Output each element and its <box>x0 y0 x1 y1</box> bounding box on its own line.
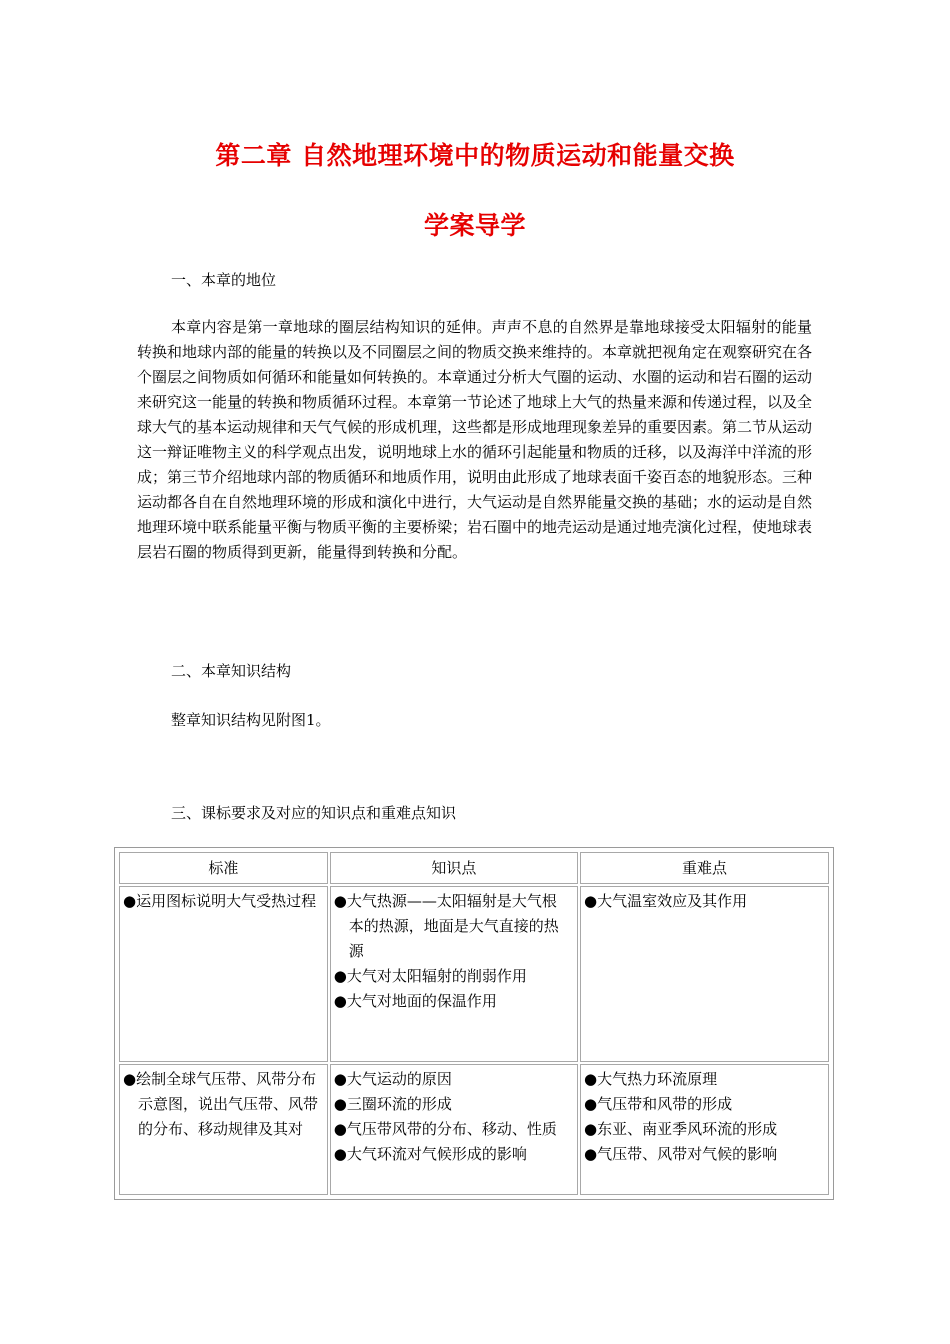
cell-knowledge <box>330 886 578 1062</box>
cell-line: ●大气运动的原因 <box>333 1070 452 1088</box>
cell-knowledge <box>330 1064 578 1195</box>
cell-line: ●东亚、南亚季风环流的形成 <box>584 1120 778 1138</box>
standards-table <box>114 847 834 1200</box>
section-2-text: 整章知识结构见附图1。 <box>171 711 331 729</box>
table-row <box>119 1064 829 1195</box>
cell-line: ●绘制全球气压带、风带分布 <box>123 1070 317 1088</box>
cell-standard <box>119 886 328 1062</box>
section-1-paragraph: 本章内容是第一章地球的圈层结构知识的延伸。声声不息的自然界是靠地球接受太阳辐射的能量转换和地球内部的能量的转换以及不同圈层之间的物质交换来维持的。本章就把视角定在观察研究在各个圈层之间物质如何循环和能量如何转换的。本章通过分析大气圈的运动、水圈的运动和岩石圈的运动来研究这一能量的转换和物质循环过程。本章第一节论述了地球上大气的热量来源和传递过程，以及全球大气的基本运动规律和天气气候的形成机理，这些都是形成地理现象差异的重要因素。第二节从运动这一辩证唯物主义的科学观点出发，说明地球上水的循环引起能量和物质的迁移，以及海洋中洋流的形成；第三节介绍地球内部的物质循环和地质作用，说明由此形成了地球表面千姿百态的地貌形态。三种运动都各自在自然地理环境的形成和演化中进行，大气运动是自然界能量交换的基础；水的运动是自然地理环境中联系能量平衡与物质平衡的主要桥梁；岩石圈中的地壳运动是通过地壳演化过程，使地球表层岩石圈的物质得到更新，能量得到转换和分配。 <box>137 318 813 561</box>
cell-line: 源 <box>348 942 364 960</box>
header-standard: 标准 <box>119 852 328 884</box>
header-key-points: 重难点 <box>580 852 829 884</box>
cell-standard <box>119 1064 328 1195</box>
section-1-heading: 一、本章的地位 <box>171 271 277 289</box>
chapter-title: 第二章 自然地理环境中的物质运动和能量交换 <box>215 141 735 170</box>
cell-line: ●气压带、风带对气候的影响 <box>584 1145 778 1163</box>
cell-line: ●大气温室效应及其作用 <box>584 892 748 910</box>
cell-line: ●气压带和风带的形成 <box>584 1095 733 1113</box>
cell-line: ●运用图标说明大气受热过程 <box>123 892 317 910</box>
cell-line: 的分布、移动规律及其对 <box>138 1120 304 1138</box>
cell-line: ●大气热源——太阳辐射是大气根 <box>333 892 557 910</box>
chapter-subtitle: 学案导学 <box>423 211 526 240</box>
cell-line: ●大气对地面的保温作用 <box>333 992 497 1010</box>
section-2-heading: 二、本章知识结构 <box>171 662 292 680</box>
section-3-heading: 三、课标要求及对应的知识点和重难点知识 <box>171 804 457 822</box>
cell-line: ●气压带风带的分布、移动、性质 <box>333 1120 557 1138</box>
cell-line: ●大气对太阳辐射的削弱作用 <box>333 967 527 985</box>
cell-line: ●三圈环流的形成 <box>333 1095 452 1113</box>
table-row <box>119 886 829 1062</box>
header-knowledge: 知识点 <box>330 852 578 884</box>
cell-line: 本的热源，地面是大气直接的热 <box>348 917 559 935</box>
cell-line: ●大气热力环流原理 <box>584 1070 718 1088</box>
cell-line: ●大气环流对气候形成的影响 <box>333 1145 527 1163</box>
cell-key-points <box>580 886 829 1062</box>
cell-line: 示意图，说出气压带、风带 <box>138 1095 319 1113</box>
cell-key-points <box>580 1064 829 1195</box>
table-header-row <box>119 852 829 884</box>
